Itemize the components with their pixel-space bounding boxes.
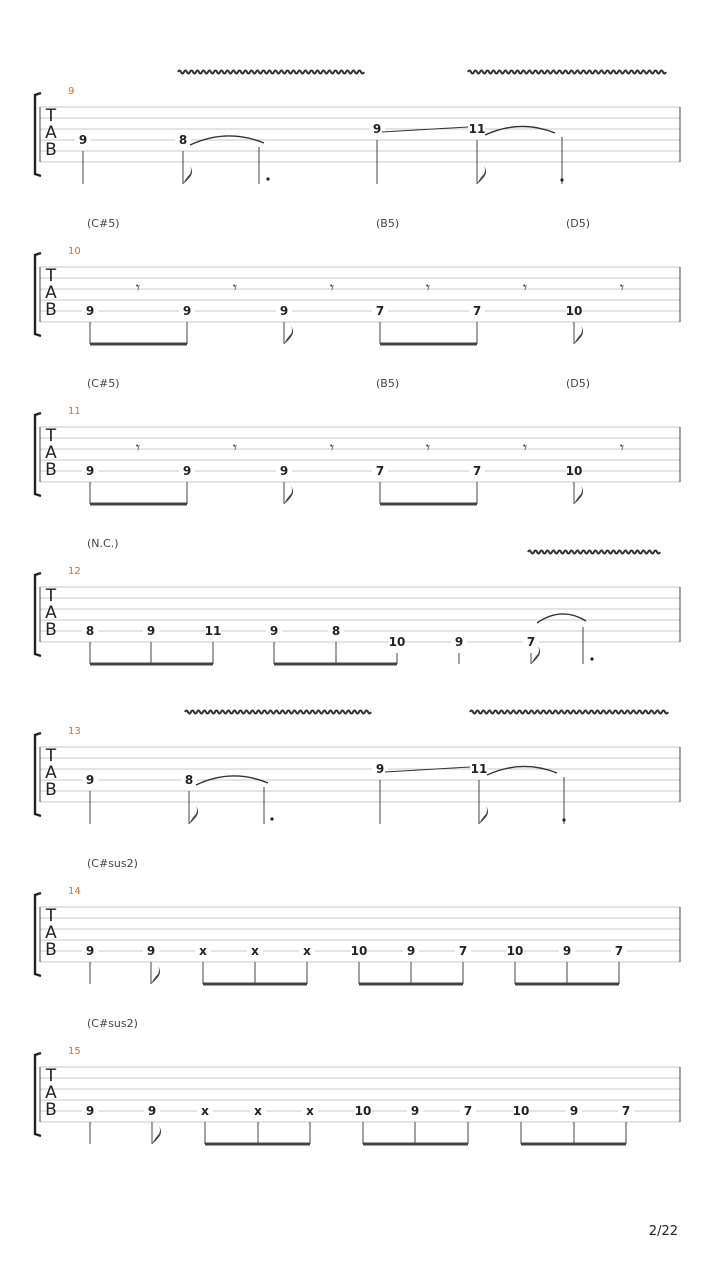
tab-system [35, 377, 680, 504]
fret-number: 9 [279, 464, 289, 478]
tab-clef-b: B [45, 620, 57, 640]
fret-number: 11 [204, 624, 222, 638]
chord-name: (B5) [376, 377, 400, 390]
fret-number: 10 [565, 304, 583, 318]
fret-number: 7 [472, 304, 482, 318]
fret-number: 7 [375, 464, 385, 478]
fret-number: 8 [85, 624, 95, 638]
chord-name: (C#sus2) [87, 857, 138, 870]
fret-number: 9 [372, 122, 382, 136]
tie-arc [487, 766, 557, 775]
measure-number: 12 [68, 566, 81, 577]
eighth-rest: 𝄾 [522, 278, 528, 297]
tab-clef-a: A [45, 763, 57, 783]
fret-number: 9 [269, 624, 279, 638]
fret-number: 9 [85, 944, 95, 958]
fret-number: 9 [85, 773, 95, 787]
fret-number: 9 [85, 304, 95, 318]
note-flag [189, 806, 198, 824]
fret-number: 8 [331, 624, 341, 638]
dot [266, 177, 269, 180]
tab-clef-a: A [45, 923, 57, 943]
fret-number: 9 [85, 464, 95, 478]
dot [270, 817, 273, 820]
tab-clef-t: T [45, 426, 57, 446]
fret-number: 9 [562, 944, 572, 958]
tab-clef-b: B [45, 940, 57, 960]
measure-number: 15 [68, 1046, 81, 1057]
eighth-rest: 𝄾 [425, 278, 431, 297]
tab-system [35, 71, 680, 185]
tab-system [35, 857, 680, 984]
page-indicator: 2/22 [648, 1224, 678, 1239]
fret-number: x [201, 1104, 209, 1118]
fret-number: 10 [512, 1104, 530, 1118]
chord-name: (D5) [566, 217, 591, 230]
fret-number: x [251, 944, 259, 958]
fret-number: 9 [279, 304, 289, 318]
fret-number: 9 [182, 304, 192, 318]
note-flag [151, 966, 160, 984]
fret-number: 8 [178, 133, 188, 147]
note-flag [284, 326, 293, 344]
fret-number: 9 [146, 944, 156, 958]
fret-number: 10 [354, 1104, 372, 1118]
tab-system [35, 711, 680, 825]
note-flag [477, 166, 486, 184]
fret-number: 9 [406, 944, 416, 958]
tab-clef-t: T [45, 746, 57, 766]
note-flag [284, 486, 293, 504]
fret-number: 10 [565, 464, 583, 478]
fret-number: 9 [146, 624, 156, 638]
measure-number: 9 [68, 86, 75, 97]
vibrato-line [185, 711, 371, 714]
fret-number: 9 [147, 1104, 157, 1118]
chord-name: (C#sus2) [87, 1017, 138, 1030]
measure-number: 10 [68, 246, 81, 257]
fret-number: 10 [350, 944, 368, 958]
dot [590, 657, 593, 660]
fret-number: 11 [468, 122, 486, 136]
tab-clef-t: T [45, 106, 57, 126]
fret-number: 9 [454, 635, 464, 649]
tab-clef-a: A [45, 283, 57, 303]
measure-number: 11 [68, 406, 81, 417]
fret-number: 11 [470, 762, 488, 776]
fret-number: x [199, 944, 207, 958]
tab-clef-a: A [45, 443, 57, 463]
tab-clef-t: T [45, 266, 57, 286]
fret-number: x [306, 1104, 314, 1118]
tab-clef-b: B [45, 460, 57, 480]
eighth-rest: 𝄾 [329, 438, 335, 457]
fret-number: 7 [526, 635, 536, 649]
fret-number: 7 [463, 1104, 473, 1118]
note-flag [574, 486, 583, 504]
measure-number: 13 [68, 726, 81, 737]
dot [562, 818, 565, 821]
vibrato-line [528, 551, 660, 554]
tab-clef-t: T [45, 1066, 57, 1086]
vibrato-line [468, 71, 666, 74]
eighth-rest: 𝄾 [232, 438, 238, 457]
tab-clef-b: B [45, 300, 57, 320]
tab-clef-a: A [45, 603, 57, 623]
chord-name: (B5) [376, 217, 400, 230]
tab-clef-t: T [45, 906, 57, 926]
tab-system [35, 537, 680, 664]
tie-arc [485, 126, 555, 135]
eighth-rest: 𝄾 [522, 438, 528, 457]
fret-number: 9 [410, 1104, 420, 1118]
tab-clef-a: A [45, 123, 57, 143]
eighth-rest: 𝄾 [329, 278, 335, 297]
eighth-rest: 𝄾 [135, 438, 141, 457]
fret-number: 10 [388, 635, 406, 649]
note-flag [183, 166, 192, 184]
fret-number: x [254, 1104, 262, 1118]
fret-number: 10 [506, 944, 524, 958]
fret-number: 7 [472, 464, 482, 478]
fret-number: 7 [614, 944, 624, 958]
vibrato-line [470, 711, 668, 714]
tab-system [35, 217, 680, 344]
tab-system [35, 1017, 680, 1144]
fret-number: 9 [182, 464, 192, 478]
fret-number: x [303, 944, 311, 958]
chord-name: (N.C.) [87, 537, 119, 550]
chord-name: (C#5) [87, 217, 120, 230]
note-flag [479, 806, 488, 824]
eighth-rest: 𝄾 [232, 278, 238, 297]
fret-number: 7 [458, 944, 468, 958]
fret-number: 7 [621, 1104, 631, 1118]
eighth-rest: 𝄾 [135, 278, 141, 297]
tab-clef-t: T [45, 586, 57, 606]
fret-number: 7 [375, 304, 385, 318]
tab-clef-a: A [45, 1083, 57, 1103]
fret-number: 9 [78, 133, 88, 147]
chord-name: (C#5) [87, 377, 120, 390]
fret-number: 9 [375, 762, 385, 776]
chord-name: (D5) [566, 377, 591, 390]
dot [560, 178, 563, 181]
note-flag [574, 326, 583, 344]
tie-arc [537, 614, 586, 623]
eighth-rest: 𝄾 [425, 438, 431, 457]
measure-number: 14 [68, 886, 81, 897]
tab-clef-b: B [45, 1100, 57, 1120]
eighth-rest: 𝄾 [619, 438, 625, 457]
eighth-rest: 𝄾 [619, 278, 625, 297]
note-flag [152, 1126, 161, 1144]
tab-clef-b: B [45, 140, 57, 160]
fret-number: 8 [184, 773, 194, 787]
tab-clef-b: B [45, 780, 57, 800]
fret-number: 9 [85, 1104, 95, 1118]
vibrato-line [178, 71, 364, 74]
fret-number: 9 [569, 1104, 579, 1118]
